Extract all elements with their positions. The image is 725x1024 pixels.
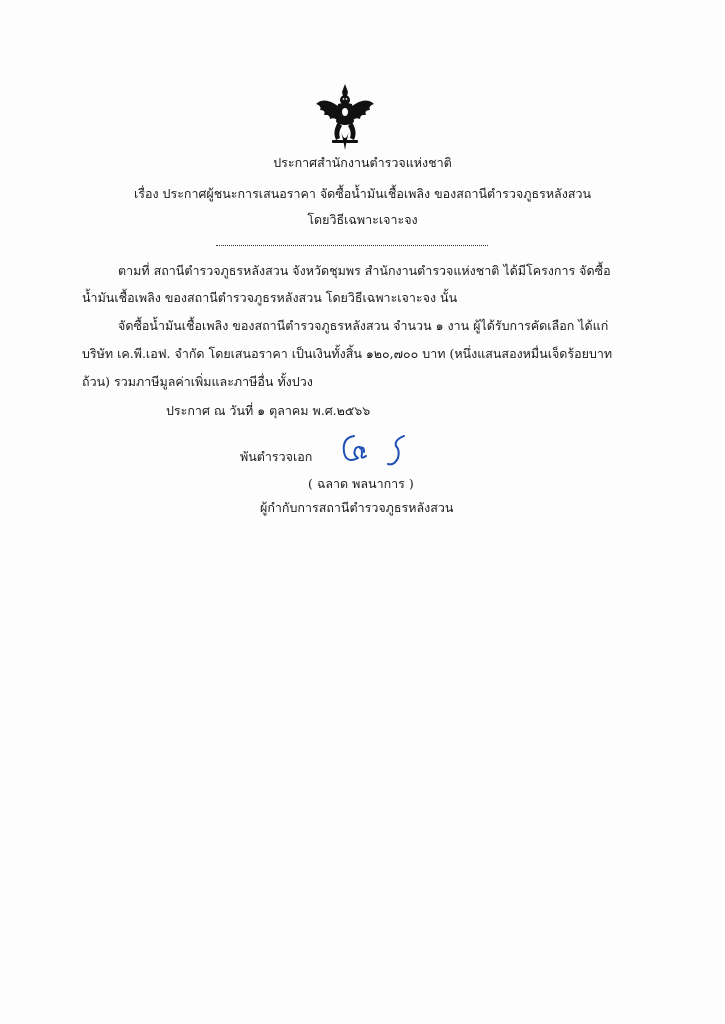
announcement-issuer: ประกาศสำนักงานตำรวจแห่งชาติ: [273, 155, 452, 170]
garuda-emblem-icon: [314, 82, 376, 152]
para2-line2: บริษัท เค.พี.เอฟ. จำกัด โดยเสนอราคา เป็นเงินทั้งสิ้น ๑๒๐,๗๐๐ บาท (หนึ่งแสนสองหมื่นเจ็ดร้อยบาท: [82, 346, 613, 361]
para1-line1: ตามที่ สถานีตำรวจภูธรหลังสวน จังหวัดชุมพร สำนักงานตำรวจแห่งชาติ ได้มีโครงการ จัดซื้อ: [118, 263, 611, 278]
handwritten-signature-icon: [338, 428, 418, 472]
announcement-date: ประกาศ ณ วันที่ ๑ ตุลาคม พ.ศ.๒๕๖๖: [166, 403, 371, 418]
para2-line3: ถ้วน) รวมภาษีมูลค่าเพิ่มและภาษีอื่น ทั้งปวง: [82, 374, 313, 389]
divider: [216, 245, 488, 246]
para2-line1: จัดซื้อน้ำมันเชื้อเพลิง ของสถานีตำรวจภูธรหลังสวน จำนวน ๑ งาน ผู้ได้รับการคัดเลือก ได้แก่: [118, 318, 609, 333]
para1-line2: น้ำมันเชื้อเพลิง ของสถานีตำรวจภูธรหลังสวน โดยวิธีเฉพาะเจาะจง นั้น: [82, 290, 458, 305]
announcement-method: โดยวิธีเฉพาะเจาะจง: [307, 212, 418, 227]
announcement-subject: เรื่อง ประกาศผู้ชนะการเสนอราคา จัดซื้อน้ำมันเชื้อเพลิง ของสถานีตำรวจภูธรหลังสวน: [133, 186, 592, 201]
signatory-rank: พันตำรวจเอก: [240, 449, 313, 464]
signatory-position: ผู้กำกับการสถานีตำรวจภูธรหลังสวน: [260, 500, 454, 515]
signatory-name: ( ฉลาด พลนาการ ): [308, 476, 414, 491]
